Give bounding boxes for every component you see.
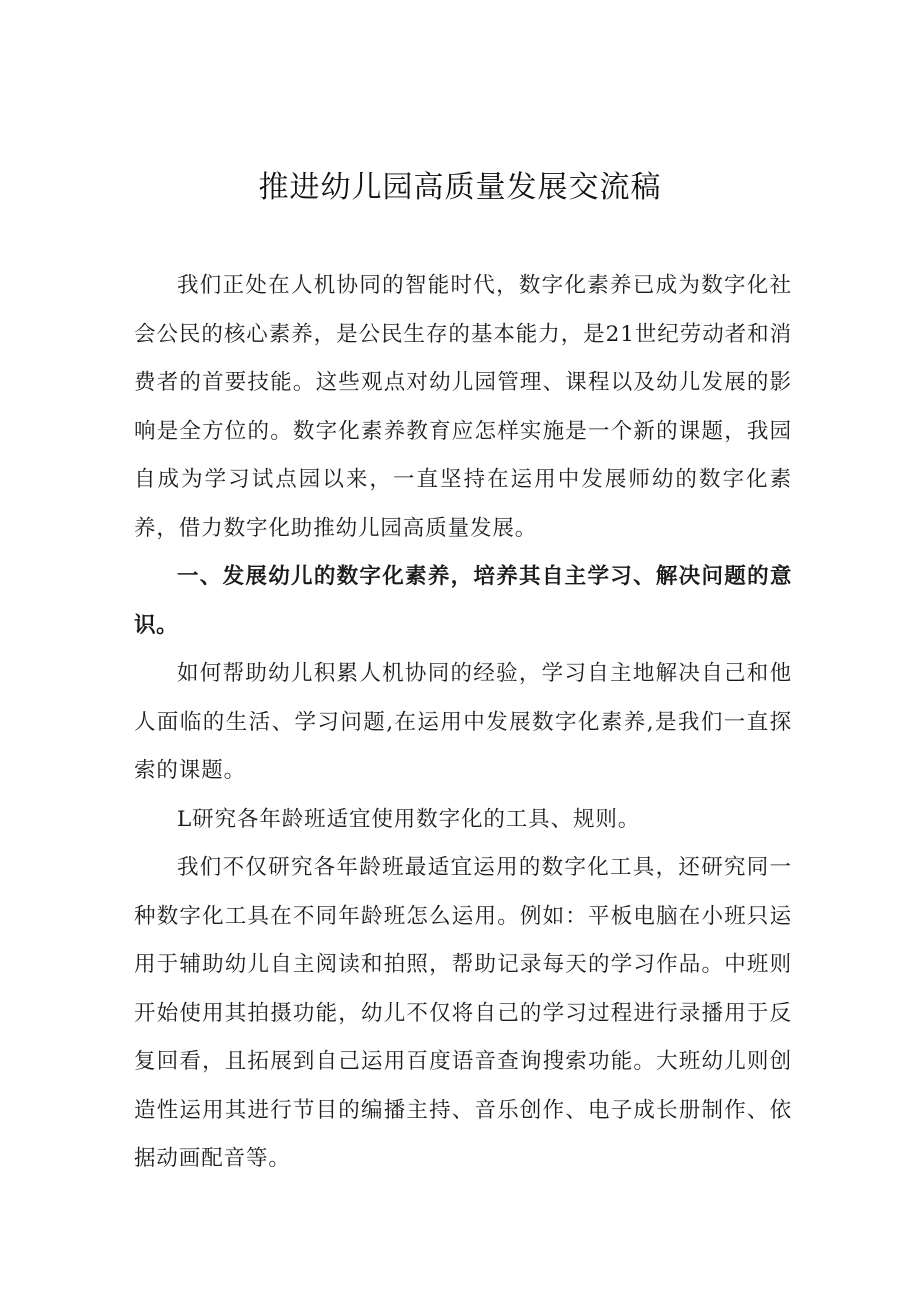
document-title: 推进幼儿园高质量发展交流稿 — [258, 170, 662, 205]
intro-paragraph: 我们正处在人机协同的智能时代，数字化素养已成为数字化社会公民的核心素养，是公民生存的基本能力，是21世纪劳动者和消费者的首要技能。这些观点对幼儿园管理、课程以及幼儿发展的影响是全方位的。数字化素养教育应怎样实施是一个新的课题，我园自成为学习试点园以来，一直坚持在运用中发展师幼的数字化素养，借力数字化助推幼儿园高质量发展。 — [134, 273, 792, 541]
section-1-paragraph: 如何帮助幼儿积累人机协同的经验，学习自主地解决自己和他人面临的生活、学习问题,在运用中发展数字化素养,是我们一直探索的课题。 — [134, 661, 792, 783]
document-body — [134, 262, 792, 1184]
section-heading-1: 一、发展幼儿的数字化素养，培养其自主学习、解决问题的意识。 — [134, 564, 792, 638]
subsection-1-paragraph: 我们不仅研究各年龄班最适宜运用的数字化工具，还研究同一种数字化工具在不同年龄班怎么运用。例如：平板电脑在小班只运用于辅助幼儿自主阅读和拍照，帮助记录每天的学习作品。中班则开始使用其拍摄功能，幼儿不仅将自己的学习过程进行录播用于反复回看，且拓展到自己运用百度语音查询搜索功能。大班幼儿则创造性运用其进行节目的编播主持、音乐创作、电子成长册制作、依据动画配音等。 — [134, 855, 792, 1171]
subsection-heading-1: L研究各年龄班适宜使用数字化的工具、规则。 — [177, 806, 641, 832]
